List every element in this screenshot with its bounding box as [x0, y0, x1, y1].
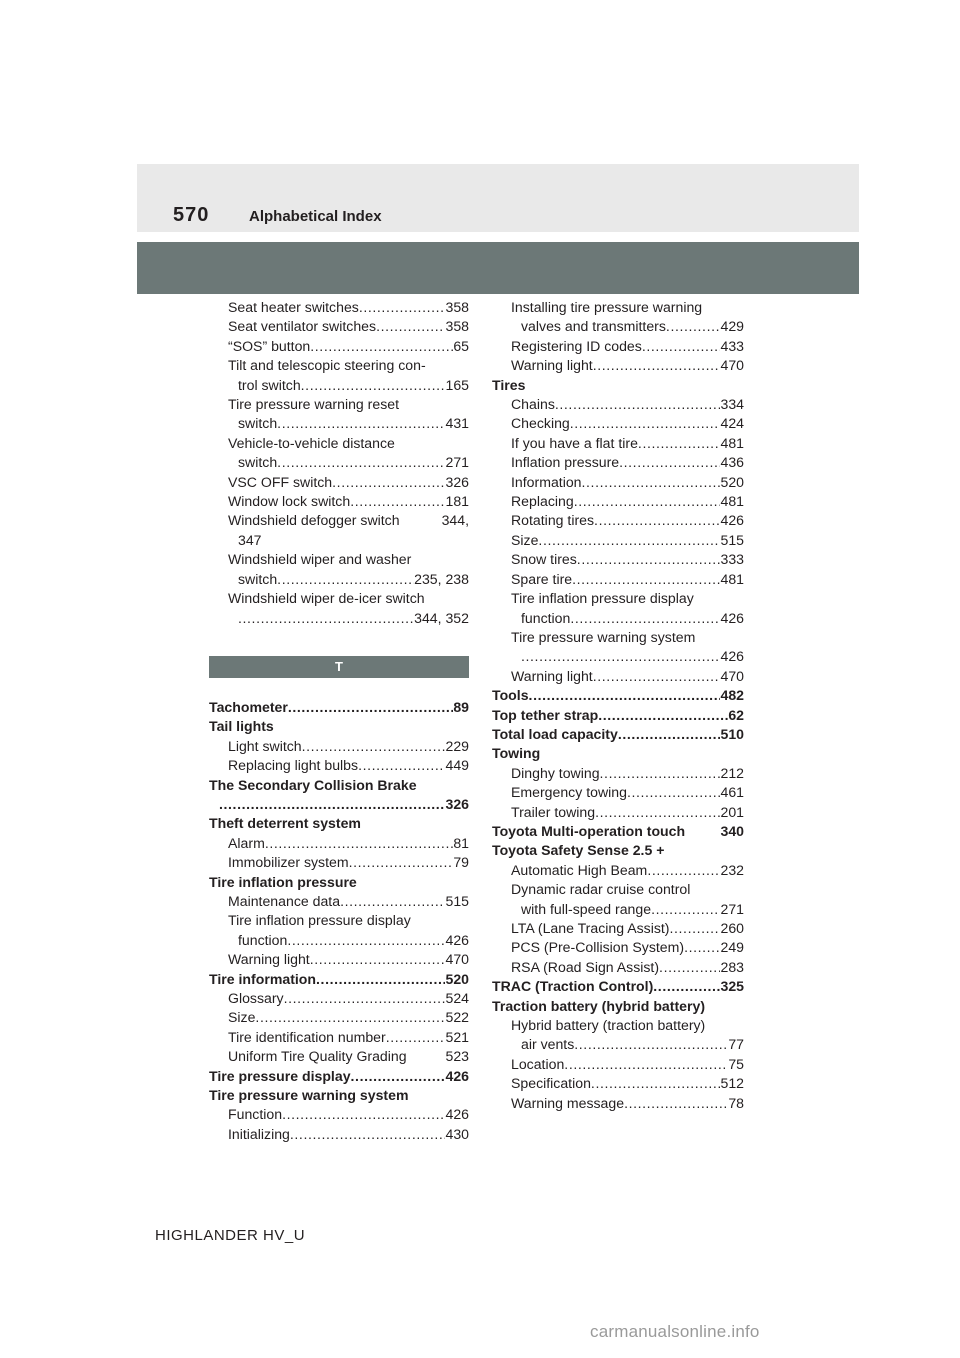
index-entry-text: valves and transmitters: [521, 318, 666, 335]
dot-leader: [359, 298, 446, 317]
page-reference[interactable]: 426: [720, 512, 744, 529]
index-subentry: [492, 861, 744, 880]
index-entry-text: Tire information: [209, 970, 317, 987]
index-entry-text: Trailer towing: [511, 803, 596, 820]
dot-leader: [618, 725, 721, 744]
index-entry-text: switch: [238, 415, 278, 432]
index-subentry: [209, 473, 469, 492]
index-entry-text: TRAC (Traction Control): [492, 978, 654, 995]
index-subentry: [492, 1094, 744, 1113]
index-entry-text: Emergency towing: [511, 784, 627, 801]
dot-leader: [301, 376, 446, 395]
index-entry-text: Tires: [492, 376, 526, 393]
page-reference[interactable]: 512: [720, 1075, 744, 1092]
page-reference[interactable]: 271: [445, 454, 469, 471]
page-reference[interactable]: 212: [720, 764, 744, 781]
page-reference[interactable]: 326: [445, 795, 469, 812]
index-entry-text: Size: [228, 1009, 256, 1026]
index-column-left: [209, 298, 469, 1144]
page-reference[interactable]: 235, 238: [414, 570, 469, 587]
dot-leader: [593, 667, 721, 686]
page-reference[interactable]: 470: [720, 667, 744, 684]
index-entry-text: Tail lights: [209, 718, 274, 735]
index-entry-text: Replacing light bulbs: [228, 757, 359, 774]
index-entry-text: Theft deterrent system: [209, 815, 361, 832]
page-reference[interactable]: 461: [720, 784, 744, 801]
index-subentry: [492, 395, 744, 414]
page-reference[interactable]: 271: [720, 900, 744, 917]
index-subentry: [209, 911, 469, 950]
index-subentry: [209, 989, 469, 1008]
index-entry-text: Installing tire pressure warning: [511, 299, 703, 315]
dot-leader: [574, 1035, 728, 1054]
dot-leader: [594, 511, 720, 530]
dot-leader: [332, 473, 445, 492]
index-entry-text: function: [238, 931, 288, 948]
index-entry-text: Initializing: [228, 1125, 290, 1142]
index-entry-text: Vehicle-to-vehicle distance: [228, 434, 395, 451]
index-entry-text: Toyota Multi-operation touch: [492, 822, 686, 839]
page-reference[interactable]: 334: [720, 396, 744, 413]
index-entry-text: Function: [228, 1106, 283, 1123]
dot-leader: [302, 737, 446, 756]
index-subentry: [209, 737, 469, 756]
index-entry: [492, 997, 744, 1016]
section-bar: [137, 242, 859, 294]
index-entry: [492, 706, 744, 725]
index-entry-text: Traction battery (hybrid battery): [492, 997, 706, 1014]
index-entry-text: LTA (Lane Tracing Assist): [511, 920, 670, 936]
page-reference[interactable]: 481: [720, 570, 744, 587]
page-reference[interactable]: 523: [445, 1048, 469, 1065]
index-subentry: [492, 764, 744, 783]
dot-leader: [349, 853, 454, 872]
index-entry-text: Hybrid battery (traction battery): [511, 1017, 706, 1034]
dot-leader: [282, 1105, 445, 1124]
dot-leader: [598, 706, 728, 725]
index-entry-text: PCS (Pre-Collision System): [511, 939, 685, 956]
index-entry: [209, 970, 469, 989]
footer-model-code: HIGHLANDER HV_U: [155, 1227, 306, 1244]
index-letter-heading: T: [209, 656, 469, 678]
page-reference[interactable]: 249: [720, 939, 744, 956]
index-entry: [209, 1067, 469, 1086]
index-subentry: [209, 317, 469, 336]
index-entry-text: Location: [511, 1055, 565, 1072]
dot-leader: [595, 803, 720, 822]
page-reference[interactable]: 433: [720, 337, 744, 354]
index-subentry: [492, 628, 744, 667]
dot-leader: [627, 783, 721, 802]
page-reference[interactable]: 340: [720, 822, 744, 839]
index-entry: [492, 376, 744, 395]
dot-leader: [277, 453, 445, 472]
index-subentry: [209, 356, 469, 395]
dot-leader: [572, 570, 720, 589]
dot-leader: [288, 698, 453, 717]
index-entry-text: Snow tires: [511, 551, 577, 568]
dot-leader: [310, 337, 453, 356]
index-entry-text: Replacing: [511, 493, 574, 510]
index-entry-text: Tire inflation pressure: [209, 873, 357, 890]
index-entry-text: Spare tire: [511, 570, 573, 587]
index-subentry: [209, 434, 469, 473]
dot-leader: [340, 892, 445, 911]
page-reference[interactable]: 482: [720, 687, 744, 704]
dot-leader: [653, 977, 720, 996]
index-entry-text: Registering ID codes: [511, 337, 642, 354]
watermark: carmanualsonline.info: [590, 1322, 760, 1341]
index-column-right: [492, 298, 744, 1113]
index-subentry: [492, 803, 744, 822]
index-subentry: [492, 589, 744, 628]
index-entry-text: Window lock switch: [228, 493, 351, 510]
page-reference[interactable]: 65: [453, 337, 469, 354]
dot-leader: [591, 1074, 721, 1093]
dot-leader: [651, 900, 720, 919]
index-entry-text: air vents: [521, 1036, 575, 1053]
index-subentry: [209, 1125, 469, 1144]
index-entry-text: Maintenance data: [228, 892, 341, 909]
index-entry: [209, 717, 469, 736]
page-reference[interactable]: 431: [445, 415, 469, 432]
index-entry-text: Tire inflation pressure display: [228, 912, 411, 929]
index-entry-text: with full-speed range: [521, 900, 652, 917]
index-entry: [492, 725, 744, 744]
dot-leader: [529, 686, 721, 705]
dot-leader: [577, 550, 721, 569]
index-subentry: [209, 589, 469, 628]
index-subentry: [209, 298, 469, 317]
dot-leader: [555, 395, 721, 414]
index-subentry: [209, 492, 469, 511]
index-entry-text: Warning light: [511, 357, 593, 374]
dot-leader: [238, 609, 414, 628]
index-entry-text: function: [521, 609, 571, 626]
page-reference[interactable]: 520: [445, 970, 469, 987]
index-subentry: [209, 337, 469, 356]
page-reference[interactable]: 62: [728, 706, 744, 723]
index-entry: [492, 841, 744, 860]
index-entry-text: Towing: [492, 745, 541, 762]
dot-leader: [521, 647, 720, 666]
page-number: 570: [173, 204, 210, 226]
index-subentry: [492, 298, 744, 337]
index-subentry: [492, 492, 744, 511]
index-subentry: [209, 950, 469, 969]
dot-leader: [684, 938, 720, 957]
page-reference[interactable]: 515: [445, 892, 469, 909]
dot-leader: [350, 492, 445, 511]
index-entry-text: Alarm: [228, 834, 265, 851]
index-subentry: [492, 667, 744, 686]
dot-leader: [310, 950, 446, 969]
index-subentry: [492, 1055, 744, 1074]
dot-leader: [619, 453, 720, 472]
index-entry-text: Dynamic radar cruise control: [511, 881, 691, 898]
page-reference[interactable]: 283: [720, 958, 744, 975]
index-entry-text: The Secondary Collision Brake: [209, 776, 417, 793]
page-reference[interactable]: 426: [445, 931, 469, 948]
index-entry-text: Information: [511, 473, 582, 490]
page-reference[interactable]: 426: [445, 1067, 469, 1084]
dot-leader: [666, 317, 721, 336]
header-band: [137, 164, 859, 232]
index-entry: [492, 744, 744, 763]
dot-leader: [647, 861, 720, 880]
index-entry-text: Dinghy towing: [511, 764, 600, 781]
index-subentry: [492, 531, 744, 550]
page-reference[interactable]: 481: [720, 434, 744, 451]
index-entry-text: Tire pressure display: [209, 1067, 351, 1084]
page-reference[interactable]: 358: [445, 318, 469, 335]
index-subentry: [209, 756, 469, 775]
index-entry: [492, 977, 744, 996]
index-subentry: [492, 473, 744, 492]
index-entry-text: switch: [238, 570, 278, 587]
page-reference[interactable]: 449: [445, 757, 469, 774]
dot-leader: [265, 834, 454, 853]
dot-leader: [386, 1028, 446, 1047]
index-subentry: [492, 453, 744, 472]
index-entry-text: Tachometer: [209, 698, 288, 715]
index-subentry: [492, 570, 744, 589]
dot-leader: [351, 1067, 446, 1086]
index-entry: [209, 698, 469, 717]
index-subentry: [209, 511, 469, 550]
index-subentry: [492, 434, 744, 453]
index-entry: [209, 814, 469, 833]
page-reference[interactable]: 232: [720, 861, 744, 878]
page-reference[interactable]: 260: [720, 920, 744, 936]
page-reference[interactable]: 165: [445, 376, 469, 393]
page-reference[interactable]: 515: [720, 531, 744, 548]
index-subentry: [209, 1105, 469, 1124]
index-entry-text: Tire pressure warning system: [511, 628, 696, 645]
index-subentry: [492, 356, 744, 375]
page-reference[interactable]: 326: [445, 473, 469, 490]
dot-leader: [600, 764, 721, 783]
dot-leader: [570, 414, 721, 433]
index-entry-text: Total load capacity: [492, 725, 618, 742]
index-entry-text: Automatic High Beam: [511, 861, 648, 878]
index-entry: [209, 776, 469, 815]
index-entry-text: Rotating tires: [511, 512, 595, 529]
index-subentry: [209, 834, 469, 853]
page-reference[interactable]: 75: [728, 1055, 744, 1072]
dot-leader: [570, 609, 720, 628]
page-reference[interactable]: 426: [445, 1106, 469, 1123]
index-subentry: [209, 892, 469, 911]
page-reference[interactable]: 426: [720, 648, 744, 665]
index-subentry: [492, 880, 744, 919]
index-entry: [209, 873, 469, 892]
index-entry: [492, 686, 744, 705]
index-entry-text: trol switch: [238, 376, 301, 393]
page-reference[interactable]: 358: [445, 299, 469, 315]
index-entry-text: Tire inflation pressure display: [511, 590, 694, 607]
page-reference[interactable]: 81: [453, 834, 469, 851]
index-entry-text: Seat heater switches: [228, 299, 359, 315]
dot-leader: [538, 531, 720, 550]
index-entry-text: Specification: [511, 1075, 591, 1092]
index-subentry: [492, 919, 744, 938]
index-entry-text: switch: [238, 454, 278, 471]
page-reference[interactable]: 429: [720, 318, 744, 335]
index-entry-text: Tilt and telescopic steering con-: [228, 357, 426, 374]
dot-leader: [670, 919, 721, 938]
section-title: Alphabetical Index: [249, 208, 382, 225]
index-subentry: [209, 853, 469, 872]
index-entry-text: RSA (Road Sign Assist): [511, 958, 660, 975]
index-subentry: [492, 337, 744, 356]
page-reference[interactable]: 78: [728, 1094, 744, 1111]
index-entry: [209, 1086, 469, 1105]
dot-leader: [638, 434, 721, 453]
dot-leader: [564, 1055, 728, 1074]
dot-leader: [284, 989, 446, 1008]
page-reference[interactable]: 521: [445, 1028, 469, 1045]
dot-leader: [255, 1008, 445, 1027]
index-subentry: [492, 783, 744, 802]
dot-leader: [316, 970, 445, 989]
index-entry-text: Warning light: [511, 667, 593, 684]
page-reference[interactable]: 470: [720, 357, 744, 374]
index-entry-text: If you have a flat tire: [511, 434, 638, 451]
dot-leader: [358, 756, 445, 775]
page-reference[interactable]: 481: [720, 493, 744, 510]
dot-leader: [659, 958, 720, 977]
page-reference[interactable]: 181: [445, 493, 469, 510]
index-entry-text: Windshield wiper de-icer switch: [228, 590, 425, 607]
page-reference[interactable]: 333: [720, 551, 744, 568]
index-subentry: [492, 938, 744, 957]
page-reference[interactable]: 524: [445, 990, 469, 1006]
index-entry-text: Checking: [511, 415, 570, 432]
dot-leader: [277, 570, 414, 589]
dot-leader: [290, 1125, 446, 1144]
page-reference[interactable]: 436: [720, 454, 744, 471]
index-entry-text: Seat ventilator switches: [228, 318, 377, 335]
dot-leader: [593, 356, 721, 375]
index-entry-text: Tire pressure warning system: [209, 1087, 409, 1104]
index-entry-text: Glossary: [228, 990, 284, 1006]
dot-leader: [287, 931, 445, 950]
dot-leader: [376, 317, 445, 336]
dot-leader: [642, 337, 721, 356]
index-entry-text: Chains: [511, 396, 555, 413]
index-entry-text: Inflation pressure: [511, 454, 620, 471]
page-reference[interactable]: 424: [720, 415, 744, 432]
dot-leader: [219, 795, 445, 814]
index-entry-text: Warning light: [228, 951, 310, 968]
index-entry-text: Size: [511, 531, 539, 548]
index-entry-text: 347: [238, 531, 262, 548]
page-reference[interactable]: 201: [720, 803, 744, 820]
index-subentry: [492, 1016, 744, 1055]
index-entry-text: Immobilizer system: [228, 854, 349, 871]
index-entry-text: Tire identification number: [228, 1028, 386, 1045]
index-subentry: [209, 395, 469, 434]
index-entry-text: Light switch: [228, 737, 302, 754]
page-reference[interactable]: 89: [453, 698, 469, 715]
index-entry-text: Tools: [492, 687, 529, 704]
index-subentry: [209, 1047, 469, 1066]
page-reference[interactable]: 470: [445, 951, 469, 968]
index-subentry: [492, 958, 744, 977]
index-entry-text: Windshield defogger switch: [228, 512, 400, 529]
page-reference[interactable]: 430: [445, 1125, 469, 1142]
index-entry-text: Toyota Safety Sense 2.5 +: [492, 842, 665, 859]
index-entry-text: Top tether strap: [492, 706, 599, 723]
page-reference[interactable]: 522: [445, 1009, 469, 1026]
index-entry-text: Uniform Tire Quality Grading: [228, 1048, 407, 1065]
page-reference[interactable]: 344,: [441, 512, 469, 529]
index-entry-text: “SOS” button: [228, 337, 311, 354]
index-subentry: [492, 550, 744, 569]
index-entry: [492, 822, 744, 841]
page-reference[interactable]: 229: [445, 737, 469, 754]
page-reference[interactable]: 344, 352: [414, 609, 469, 626]
index-subentry: [492, 511, 744, 530]
dot-leader: [574, 492, 721, 511]
index-subentry: [209, 550, 469, 589]
index-subentry: [492, 414, 744, 433]
index-subentry: [209, 1028, 469, 1047]
page-reference[interactable]: 77: [728, 1036, 744, 1053]
dot-leader: [582, 473, 721, 492]
page-reference[interactable]: 426: [720, 609, 744, 626]
index-entry-text: Warning message: [511, 1094, 625, 1111]
dot-leader: [277, 414, 445, 433]
page-reference[interactable]: 79: [453, 854, 469, 871]
page-reference[interactable]: 510: [720, 725, 744, 742]
page-reference[interactable]: 325: [720, 978, 744, 995]
index-subentry: [209, 1008, 469, 1027]
index-subentry: [492, 1074, 744, 1093]
dot-leader: [624, 1094, 728, 1113]
page-reference[interactable]: 520: [720, 473, 744, 490]
index-entry-text: VSC OFF switch: [228, 473, 333, 490]
index-entry-text: Windshield wiper and washer: [228, 551, 412, 568]
index-entry-text: Tire pressure warning reset: [228, 396, 400, 413]
